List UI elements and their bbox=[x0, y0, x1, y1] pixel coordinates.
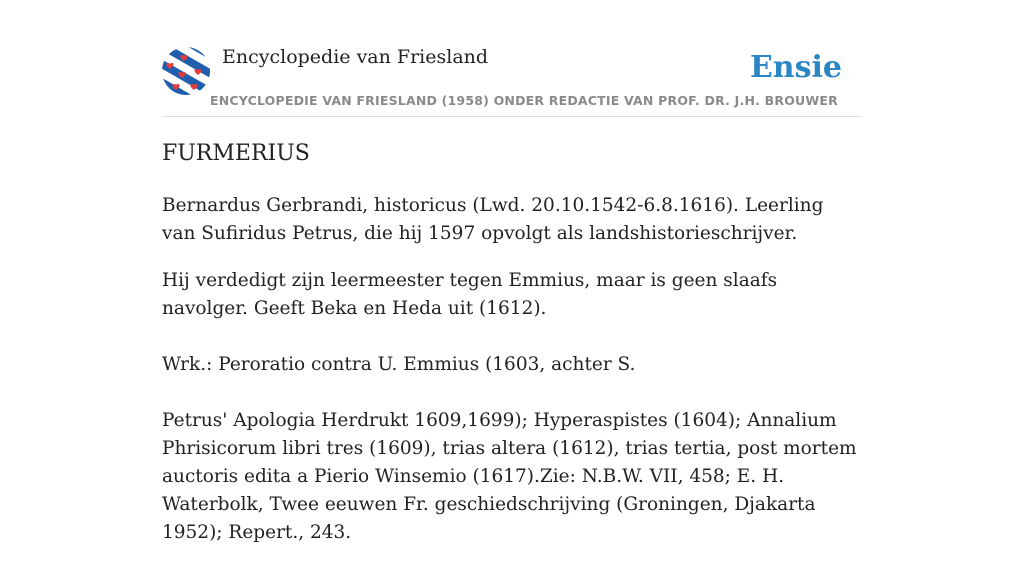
frisian-flag-icon[interactable] bbox=[162, 47, 210, 95]
encyclopedia-subtitle: ENCYCLOPEDIE VAN FRIESLAND (1958) ONDER REDACTIE VAN PROF. DR. J.H. BROUWER bbox=[210, 93, 838, 108]
article-paragraph: Bernardus Gerbrandi, historicus (Lwd. 20.10.1542-6.8.1616). Leerling van Sufiridus Petrus, die hij 1597 opvolgt als landshistorieschrijver. bbox=[162, 195, 824, 244]
article-paragraph: Petrus' Apologia Herdrukt 1609,1699); Hyperaspistes (1604); Annalium Phrisicorum libri tres (1609), trias altera (1612), trias tertia, post mortem auctoris edita a Pierio Winsemio (1617).Zie: N.B.W. VII, 458; E. H. Waterbolk, Twee eeuwen Fr. geschiedschrijving (Groningen, Djakarta 1952); Repert., 243. bbox=[162, 410, 857, 543]
article-paragraph: Wrk.: Peroratio contra U. Emmius (1603, achter S. bbox=[162, 354, 636, 375]
article-title: FURMERIUS bbox=[162, 141, 310, 166]
site-header bbox=[162, 44, 862, 117]
article-paragraph: Hij verdedigt zijn leermeester tegen Emmius, maar is geen slaafs navolger. Geeft Beka en Heda uit (1612). bbox=[162, 270, 778, 319]
article bbox=[162, 138, 862, 566]
ensie-brand-link[interactable]: Ensie bbox=[749, 50, 842, 85]
site-name-link[interactable]: Encyclopedie van Friesland bbox=[222, 46, 489, 68]
